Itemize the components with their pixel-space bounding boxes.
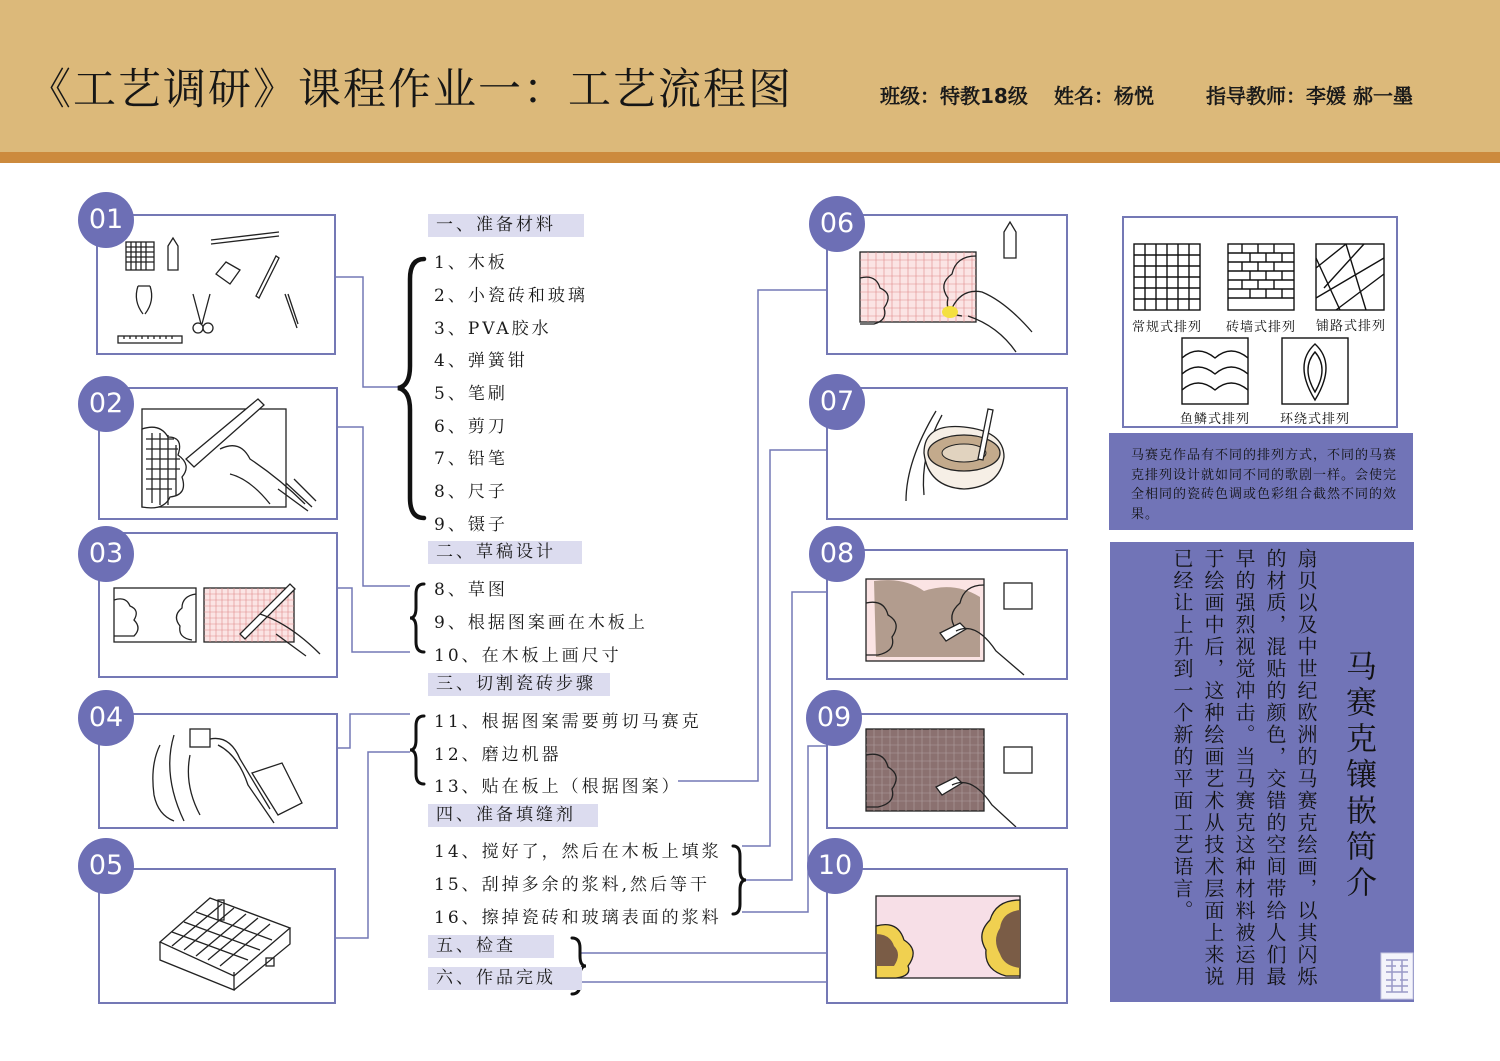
material-item: 5、笔刷	[434, 384, 508, 404]
arrangement-patterns-panel	[1122, 216, 1398, 428]
intro-title: 马赛克镶嵌简介	[1340, 650, 1376, 902]
pattern-label-regular: 常规式排列	[1132, 320, 1203, 335]
panel-02-sketch	[98, 387, 338, 520]
material-item: 8、尺子	[434, 482, 508, 502]
step-badge-05: 05	[78, 838, 134, 894]
material-item: 9、镊子	[434, 515, 508, 535]
step-badge-04: 04	[78, 690, 134, 746]
step-badge-10: 10	[807, 838, 863, 894]
material-item: 4、弹簧钳	[434, 351, 528, 371]
step-badge-06: 06	[809, 196, 865, 252]
panel-03-draw-on-board	[98, 532, 338, 678]
wiping-illustration	[828, 715, 1066, 827]
step-badge-08: 08	[809, 526, 865, 582]
cutting-item: 13、贴在板上（根据图案）	[434, 777, 682, 797]
grout-item: 14、搅好了，然后在木板上填浆	[434, 842, 722, 862]
draft-item: 8、草图	[434, 580, 508, 600]
teacher-info: 指导教师：李媛 郝一墨	[1206, 84, 1413, 108]
step-badge-07: 07	[809, 374, 865, 430]
step-badge-03: 03	[78, 526, 134, 582]
panel-08-grout	[826, 549, 1068, 680]
grout-item: 16、擦掉瓷砖和玻璃表面的浆料	[434, 908, 722, 928]
material-item: 3、PVA胶水	[434, 319, 552, 339]
pattern-label-surround: 环绕式排列	[1280, 412, 1351, 427]
section-title-materials: 一、准备材料	[428, 214, 584, 237]
section-title-grout: 四、准备填缝剂	[428, 804, 598, 827]
step-badge-01: 01	[78, 192, 134, 248]
board-grid-illustration	[100, 870, 334, 1002]
cutting-item: 11、根据图案需要剪切马赛克	[434, 712, 702, 732]
material-item: 2、小瓷砖和玻璃	[434, 286, 588, 306]
finished-work-illustration	[828, 870, 1066, 1002]
glue-illustration	[828, 216, 1066, 353]
step-badge-09: 09	[806, 690, 862, 746]
material-item: 7、铅笔	[434, 449, 508, 469]
panel-04-cutting	[98, 713, 338, 829]
panel-09-wipe	[826, 713, 1068, 829]
grout-item: 15、刮掉多余的浆料,然后等干	[434, 875, 711, 895]
section-title-draft: 二、草稿设计	[428, 541, 582, 564]
panel-05-board-grid	[98, 868, 336, 1004]
arrangement-info-text: 马赛克作品有不同的排列方式，不同的马赛克排列设计就如同不同的歌剧一样。会使完全相同的瓷砖色调或色彩组合截然不同的效果。	[1131, 448, 1398, 522]
material-item: 1、木板	[434, 253, 508, 273]
pattern-label-brick: 砖墙式排列	[1226, 320, 1297, 335]
step-badge-02: 02	[78, 376, 134, 432]
cutting-item: 12、磨边机器	[434, 745, 562, 765]
student-name: 姓名：杨悦	[1054, 84, 1154, 108]
materials-illustration	[98, 216, 334, 353]
draft-item: 9、根据图案画在木板上	[434, 613, 648, 633]
draft-item: 10、在木板上画尺寸	[434, 646, 622, 666]
board-drawing-illustration	[100, 534, 336, 676]
class-info: 班级：特教18级	[880, 84, 1028, 108]
section-title-finish: 六、作品完成	[428, 967, 582, 990]
seal-mark-icon	[1380, 952, 1414, 1000]
pattern-label-paving: 铺路式排列	[1316, 319, 1387, 334]
cutting-illustration	[100, 715, 336, 827]
panel-10-finished	[826, 868, 1068, 1004]
sketch-illustration	[100, 389, 336, 518]
page-title: 《工艺调研》课程作业一：工艺流程图	[28, 65, 793, 115]
grouting-illustration	[828, 551, 1066, 678]
pattern-label-fishscale: 鱼鳞式排列	[1180, 412, 1251, 427]
material-item: 6、剪刀	[434, 417, 508, 437]
intro-body: 扇贝以及中世纪欧洲的马赛克绘画，以其闪烁的材质，混贴的颜色，交错的空间带给人们最早的强烈视觉冲击。当马赛克这种材料被运用于绘画中后，这种绘画艺术从技术层面上来说已经让上升到一个新的平面工艺语言。	[1170, 548, 1318, 988]
section-title-check: 五、检查	[428, 935, 554, 958]
section-title-cutting: 三、切割瓷砖步骤	[428, 673, 610, 696]
panel-01-materials	[96, 214, 336, 355]
